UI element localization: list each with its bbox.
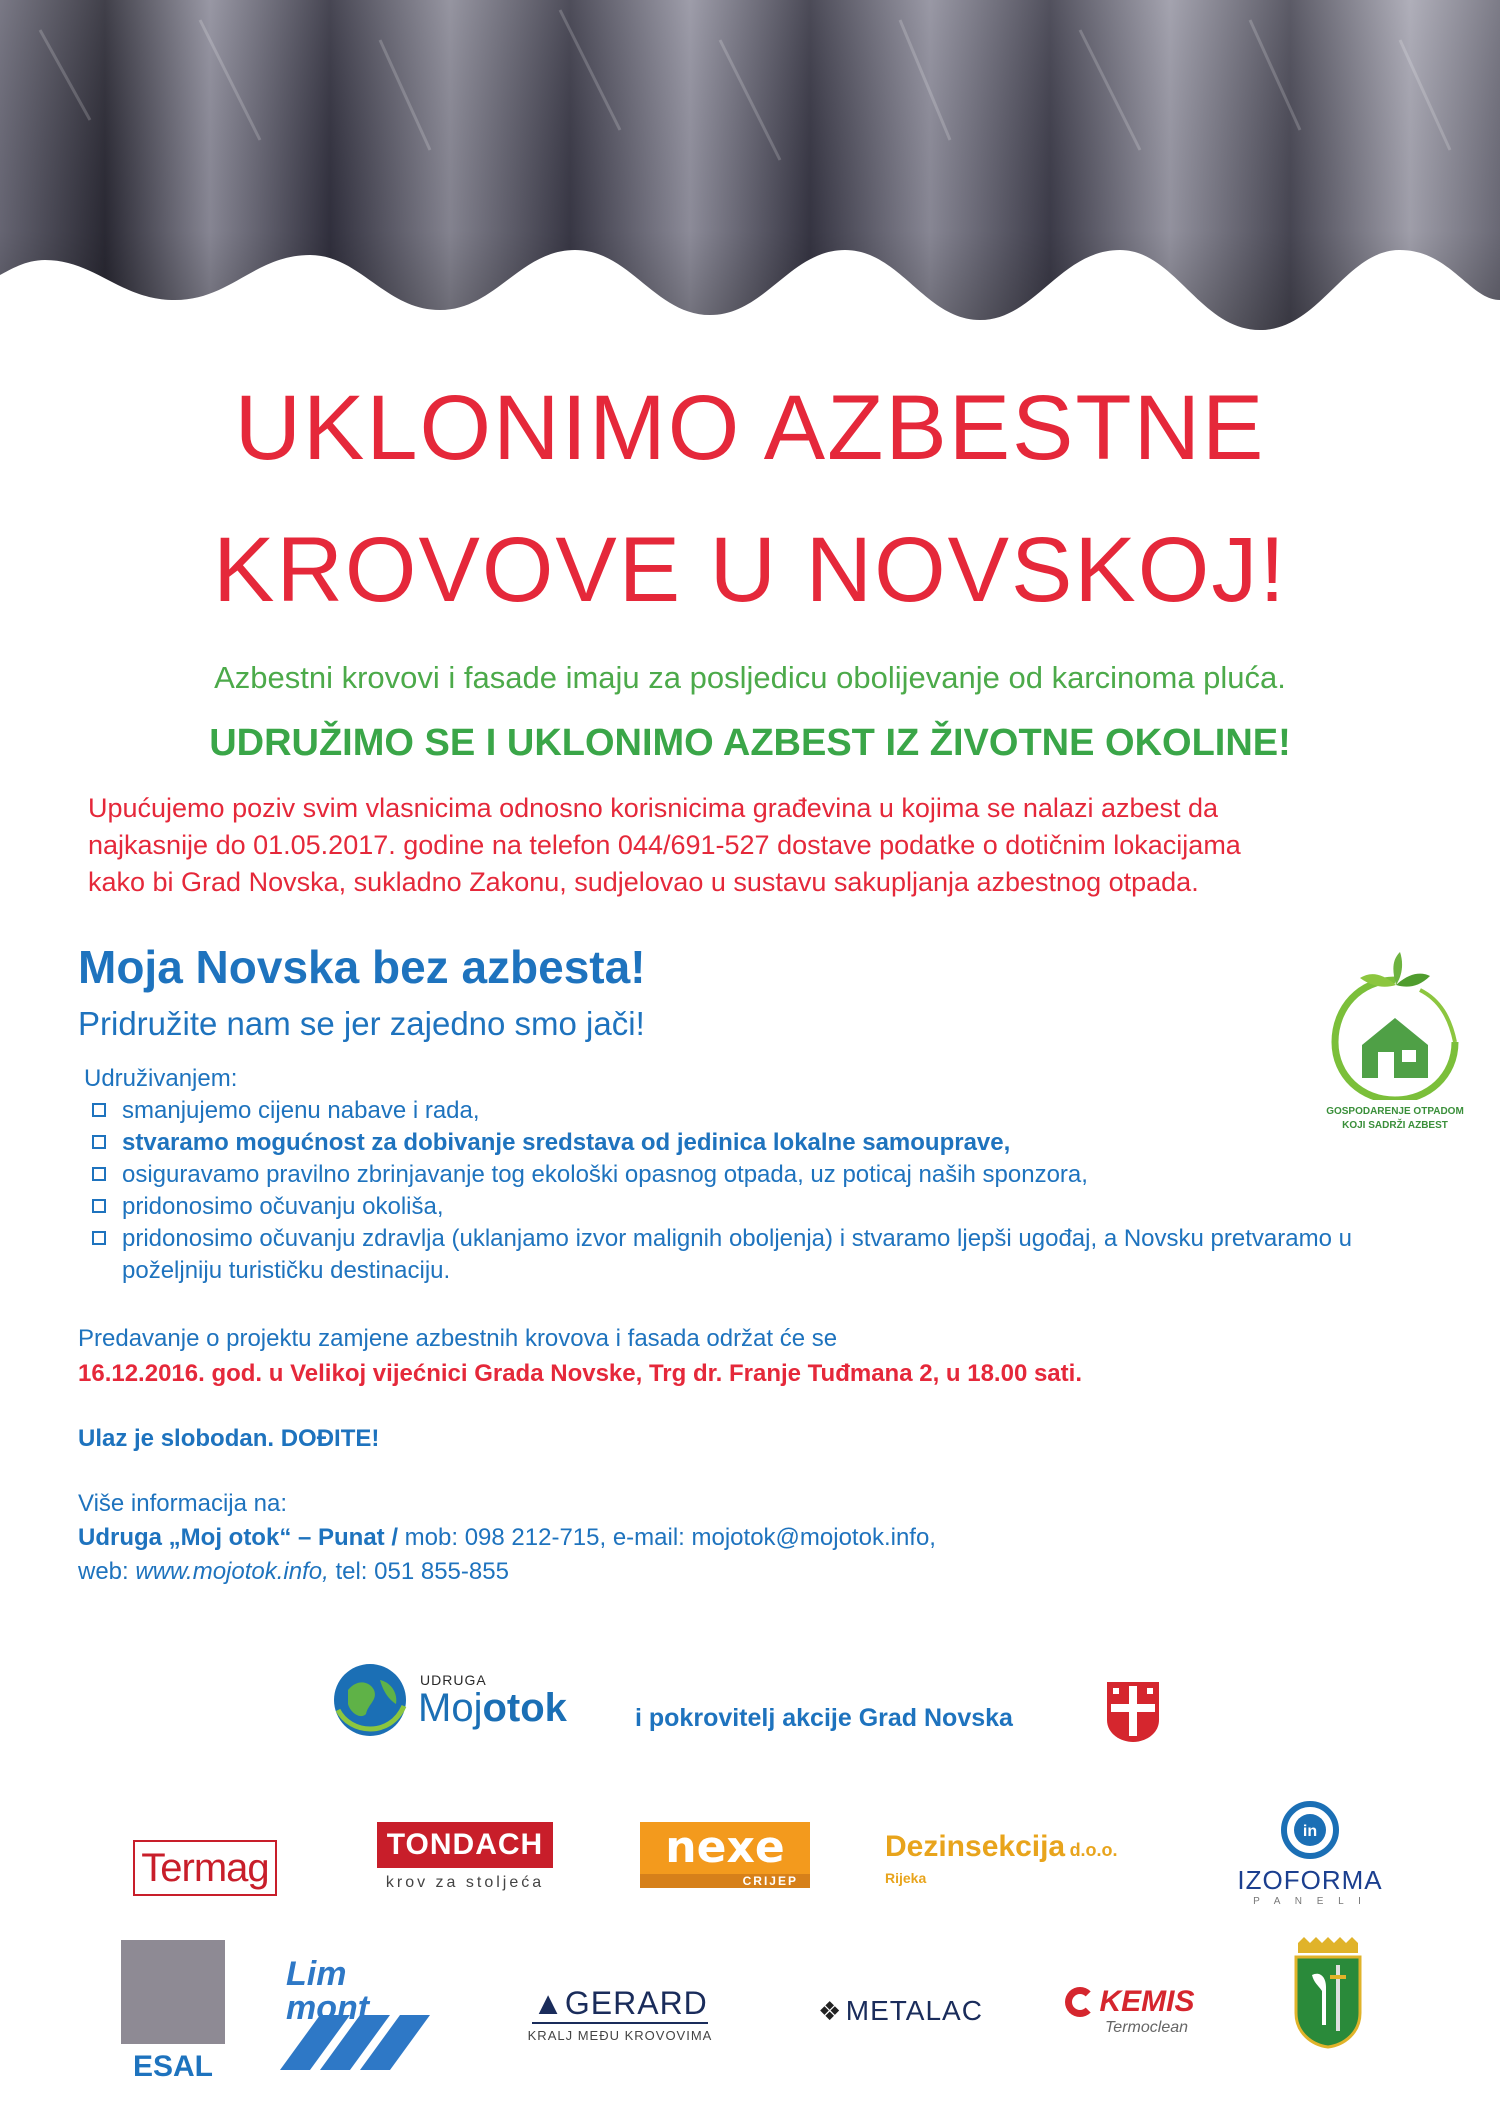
svg-text:in: in — [1302, 1823, 1318, 1840]
list-item-continuation: poželjniju turističku destinaciju. — [122, 1257, 451, 1284]
contact-web-label: web: — [78, 1558, 136, 1585]
list-item: stvaramo mogućnost za dobivanje sredstava od jedinica lokalne samouprave, — [84, 1127, 1464, 1159]
globe-icon — [330, 1660, 410, 1740]
novska-town-coat-of-arms — [1290, 1935, 1366, 2050]
lecture-line-1: Predavanje o projektu zamjene azbestnih krovova i fasada održat će se — [78, 1325, 838, 1352]
eco-house-icon — [1300, 950, 1490, 1100]
list-item: osiguravamo pravilno zbrinjavanje tog ekološki opasnog otpada, uz poticaj naših sponzora, — [84, 1159, 1464, 1191]
invitation-text — [88, 790, 1408, 901]
title-line-2: KROVOVE U NOVSKOJ! — [213, 519, 1287, 621]
organizer-name-b: otok — [482, 1686, 567, 1730]
contact-web-link[interactable]: www.mojotok.info, — [135, 1558, 329, 1585]
checkbox-icon — [92, 1135, 106, 1149]
benefits-intro: Udruživanjem: — [84, 1065, 238, 1092]
call-to-action: UDRUŽIMO SE I UKLONIMO AZBEST IZ ŽIVOTNE OKOLINE! — [209, 722, 1291, 764]
sponsor-termag-logo: Termag — [100, 1840, 310, 1900]
sponsor-gerard-logo: ▲GERARD KRALJ MEĐU KROVOVIMA — [527, 1985, 713, 2043]
checkbox-icon — [92, 1199, 106, 1213]
eco-badge-line: GOSPODARENJE OTPADOM — [1326, 1106, 1464, 1117]
benefits-list — [84, 1095, 1464, 1287]
organizer-name-a: Moj — [418, 1686, 483, 1730]
lecture-line-2: 16.12.2016. god. u Velikoj vijećnici Grada Novske, Trg dr. Franje Tuđmana 2, u 18.00 sati. — [78, 1360, 1082, 1387]
contact-tel: tel: 051 855-855 — [328, 1558, 509, 1585]
sponsor-dezinsekcija-logo: Dezinsekcija d.o.o. Rijeka — [885, 1830, 1118, 1886]
contact-intro: Više informacija na: — [78, 1490, 287, 1517]
organizer-logo-text — [418, 1688, 567, 1728]
slogan-subtitle: Pridružite nam se jer zajedno smo jači! — [78, 1005, 645, 1042]
organizer-udruga: UDRUGA — [420, 1672, 487, 1688]
invitation-line: najkasnije do 01.05.2017. godine na telefon 044/691-527 dostave podatke o dotičnim lokacijama — [88, 830, 1241, 860]
sponsor-limmont-logo: Lim mont — [280, 1945, 440, 2075]
invitation-line: Upućujemo poziv svim vlasnicima odnosno korisnicima građevina u kojima se nalazi azbest da — [88, 793, 1219, 823]
sponsor-metalac-logo: ❖ METALAC — [818, 1995, 983, 2026]
contact-mob-email: mob: 098 212-715, e-mail: mojotok@mojotok.info, — [398, 1524, 936, 1551]
invitation-line: kako bi Grad Novska, sukladno Zakonu, sudjelovao u sustavu sakupljanja azbestnog otpada. — [88, 867, 1199, 897]
metalac-icon: ❖ — [818, 1996, 842, 2026]
grad-novska-coat-of-arms — [1105, 1680, 1161, 1744]
slogan: Moja Novska bez azbesta! — [78, 941, 646, 993]
contact-line — [78, 1524, 936, 1552]
izoforma-icon — [1280, 1800, 1340, 1860]
kemis-icon — [1065, 1987, 1095, 2017]
title-line-1: UKLONIMO AZBESTNE — [234, 377, 1266, 479]
entry-note: Ulaz je slobodan. DOĐITE! — [78, 1425, 380, 1452]
sponsor-tondach-logo: TONDACH krov za stoljeća — [360, 1822, 570, 1892]
sponsor-izoforma-logo: in IZOFORMA P A N E L I — [1210, 1800, 1410, 1907]
esal-image — [121, 1940, 225, 2044]
eco-badge-line: KOJI SADRŽI AZBEST — [1342, 1120, 1448, 1131]
sponsor-kemis-logo: KEMIS Termoclean — [1065, 1985, 1255, 2037]
sponsor-esal-logo: ESAL — [118, 1940, 228, 2084]
contact-line-2 — [78, 1558, 509, 1586]
sponsor-nexe-logo: nexe CRIJEP — [640, 1822, 810, 1888]
list-item: smanjujemo cijenu nabave i rada, — [84, 1095, 1464, 1127]
contact-org: Udruga „Moj otok“ – Punat / — [78, 1524, 399, 1551]
checkbox-icon — [92, 1231, 106, 1245]
asbestos-roof-image — [0, 0, 1500, 370]
list-item: pridonosimo očuvanju zdravlja (uklanjamo izvor malignih oboljenja) i stvaramo ljepši ugođaj, a Novsku pretvaramo u — [84, 1223, 1464, 1255]
organizer-patron: i pokrovitelj akcije Grad Novska — [635, 1704, 1013, 1732]
checkbox-icon — [92, 1103, 106, 1117]
checkbox-icon — [92, 1167, 106, 1181]
list-item: pridonosimo očuvanju okoliša, — [84, 1191, 1464, 1223]
subtitle: Azbestni krovovi i fasade imaju za posljedicu obolijevanje od karcinoma pluća. — [214, 660, 1286, 695]
